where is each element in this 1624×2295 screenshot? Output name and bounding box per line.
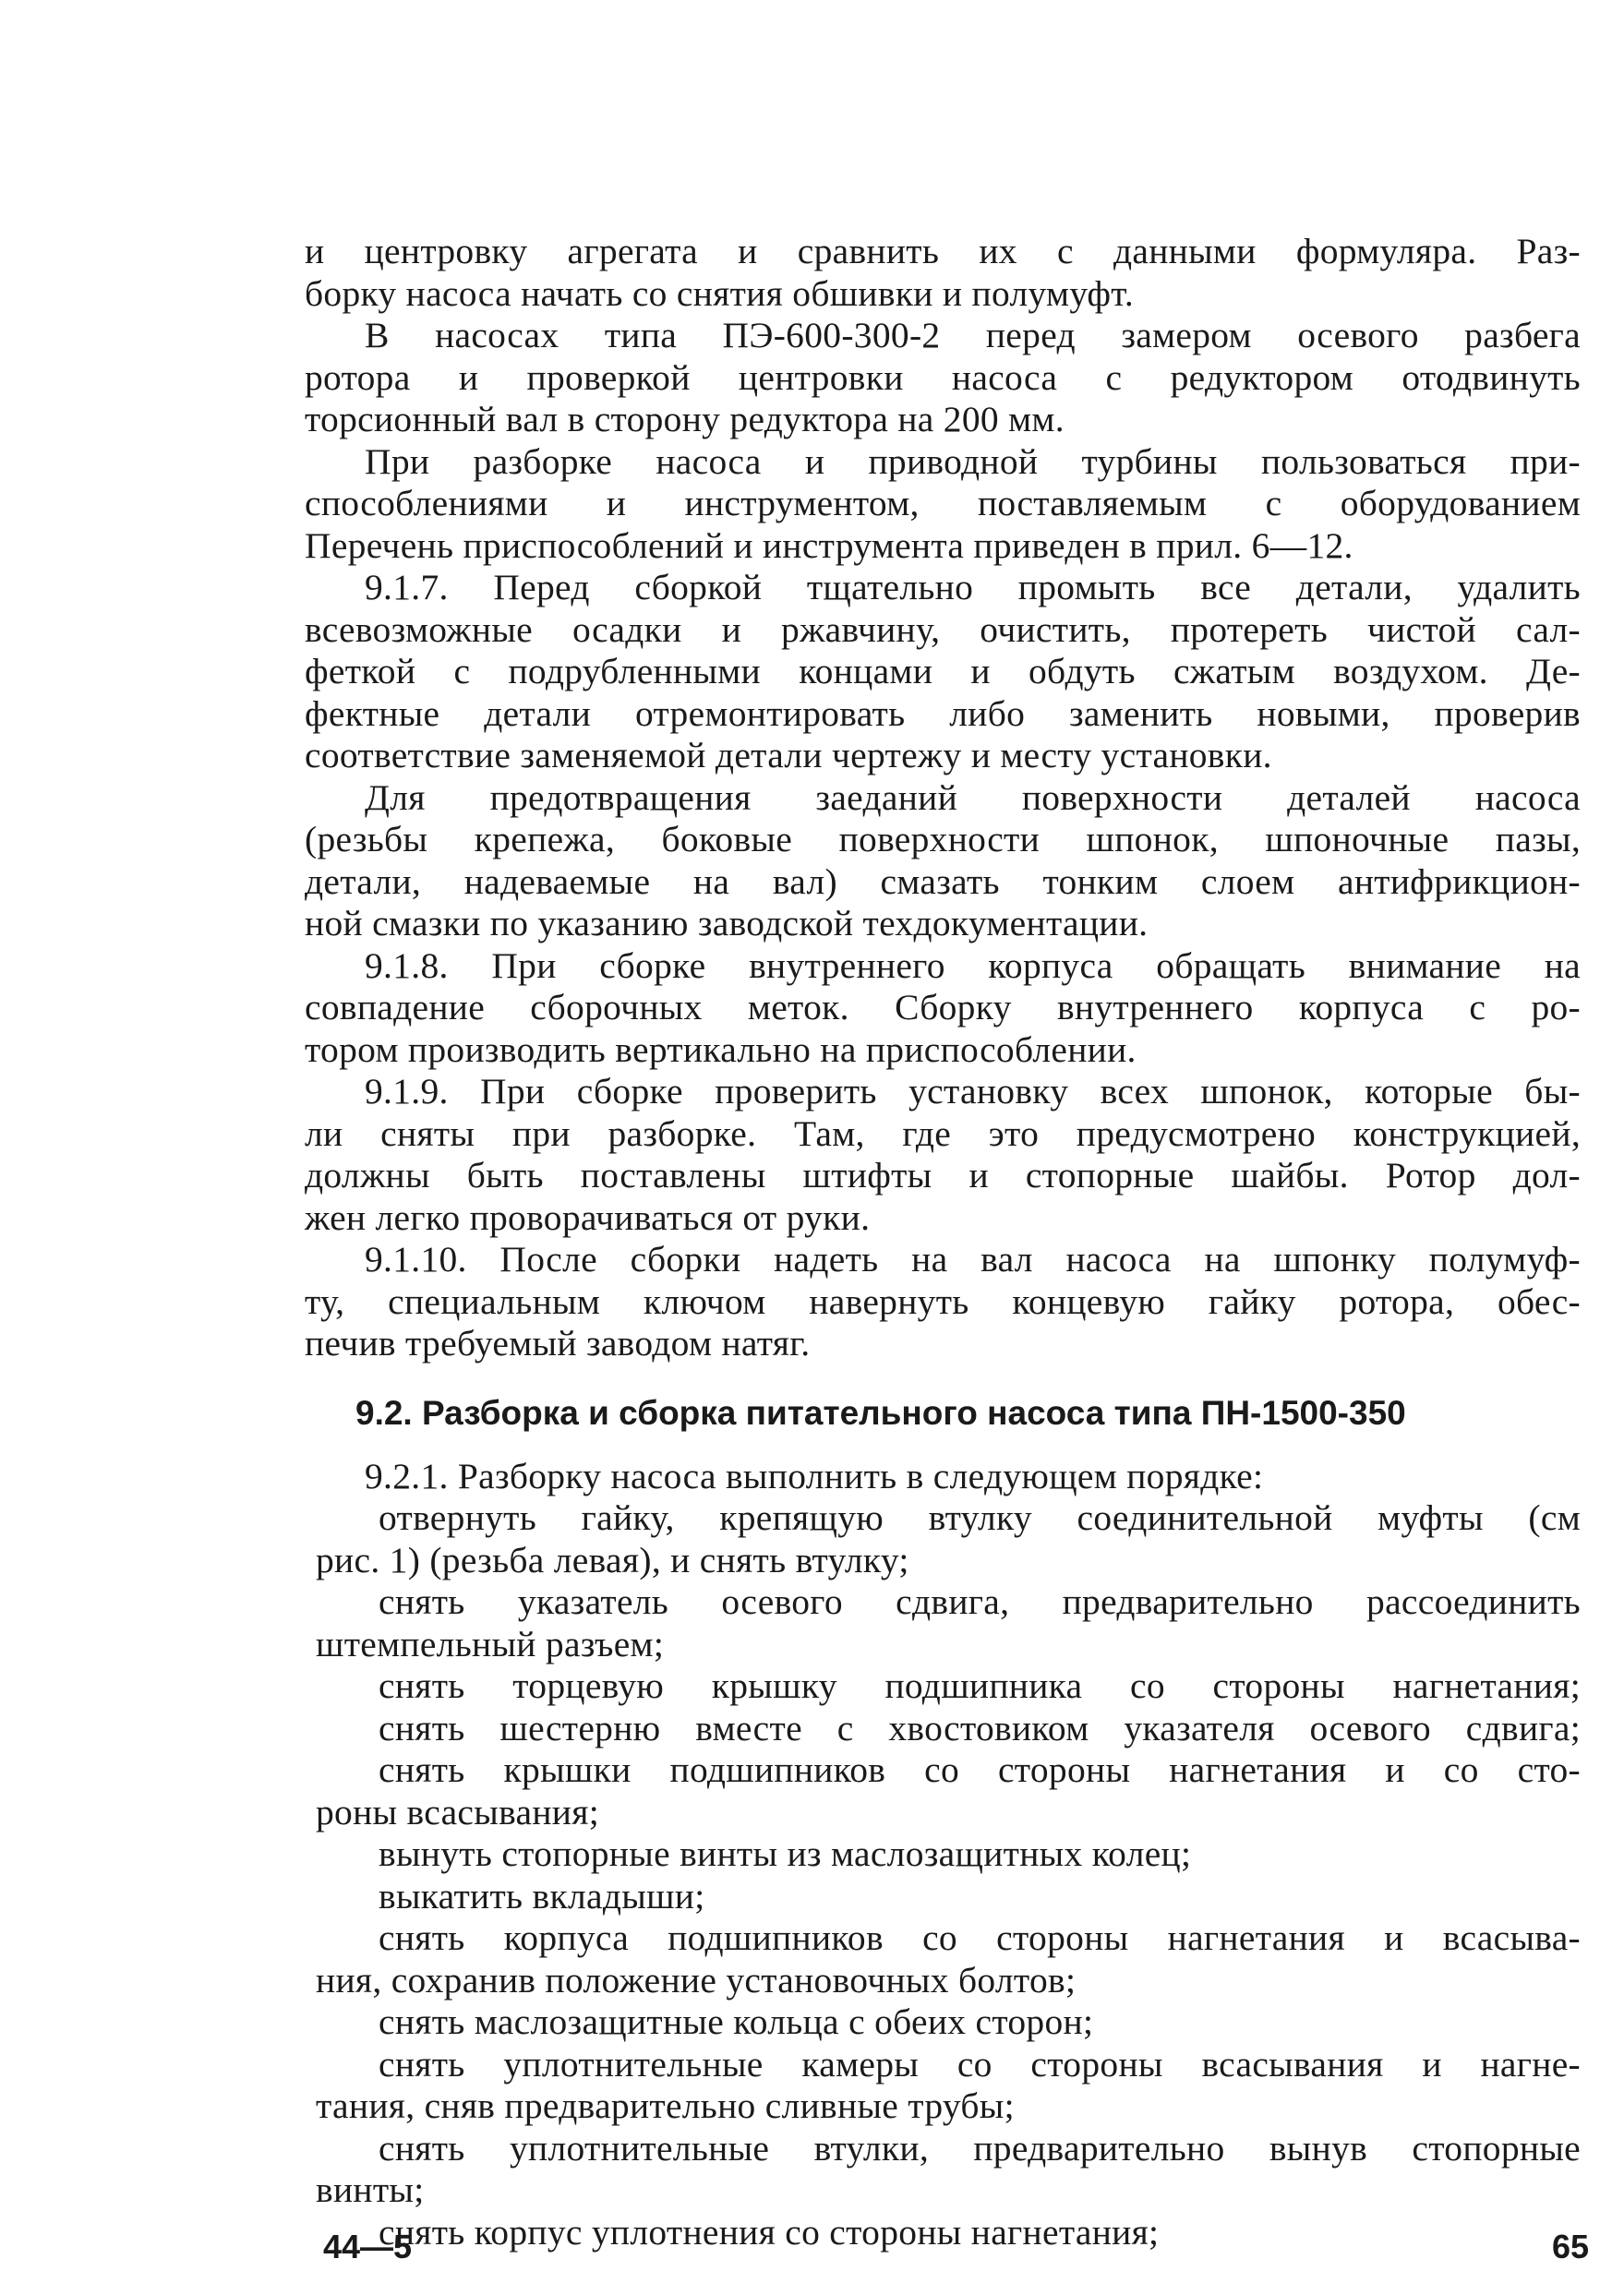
text-line: 9.1.8. При сборке внутреннего корпуса обращать внимание на	[365, 944, 1581, 986]
text-line: ния, сохранив положение установочных болтов;	[316, 1959, 1077, 2001]
text-line: ли сняты при разборке. Там, где это предусмотрено конструкцией,	[305, 1112, 1581, 1154]
text-line: штемпельный разъем;	[316, 1623, 665, 1664]
text-line: роны всасывания;	[316, 1791, 599, 1832]
text-line: снять уплотнительные камеры со стороны всасывания и нагне-	[379, 2043, 1581, 2085]
section-heading: 9.2. Разборка и сборка питательного насоса типа ПН-1500-350	[355, 1393, 1406, 1432]
text-line: тором производить вертикально на приспособлении.	[305, 1028, 1137, 1070]
text-line: В насосах типа ПЭ-600-300-2 перед замером осевого разбега	[365, 315, 1581, 355]
page-body	[305, 231, 1581, 2253]
text-line: тания, сняв предварительно сливные трубы;	[316, 2085, 1015, 2126]
text-line: (резьбы крепежа, боковые поверхности шпонок, шпоночные пазы,	[305, 819, 1581, 859]
page-number: 65	[1551, 2228, 1589, 2265]
text-line: 9.1.7. Перед сборкой тщательно промыть все детали, удалить	[365, 567, 1581, 607]
text-line: соответствие заменяемой детали чертежу и месту установки.	[305, 735, 1272, 775]
text-line: снять шестерню вместе с хвостовиком указателя осевого сдвига;	[379, 1707, 1581, 1748]
text-line: вынуть стопорные винты из маслозащитных колец;	[379, 1833, 1192, 1874]
text-line: снять уплотнительные втулки, предварительно вынув стопорные	[379, 2127, 1581, 2169]
text-line: борку насоса начать со снятия обшивки и полумуфт.	[305, 272, 1135, 314]
text-line: Для предотвращения заеданий поверхности деталей насоса	[365, 776, 1581, 818]
text-line: феткой с подрубленными концами и обдуть сжатым воздухом. Де-	[305, 651, 1581, 691]
text-line: отвернуть гайку, крепящую втулку соединительной муфты (см	[379, 1497, 1581, 1538]
text-line: выкатить вкладыши;	[379, 1875, 705, 1917]
text-line: жен легко проворачиваться от руки.	[305, 1196, 871, 1238]
text-line: Перечень приспособлений и инструмента приведен в прил. 6—12.	[305, 524, 1353, 566]
text-line: 9.2.1. Разборку насоса выполнить в следующем порядке:	[365, 1455, 1264, 1496]
text-line: снять корпуса подшипников со стороны нагнетания и всасыва-	[379, 1917, 1581, 1958]
text-line: снять корпус уплотнения со стороны нагнетания;	[379, 2211, 1160, 2253]
text-line: торсионный вал в сторону редуктора на 200 мм.	[305, 399, 1065, 439]
text-line: снять торцевую крышку подшипника со стороны нагнетания;	[379, 1665, 1581, 1706]
footer-signature: 44—5	[323, 2228, 413, 2265]
text-line: 9.1.9. При сборке проверить установку всех шпонок, которые бы-	[365, 1071, 1581, 1111]
text-line: рис. 1) (резьба левая), и снять втулку;	[316, 1539, 909, 1580]
text-line: должны быть поставлены штифты и стопорные шайбы. Ротор дол-	[305, 1155, 1581, 1196]
text-line: совпадение сборочных меток. Сборку внутреннего корпуса с ро-	[305, 987, 1581, 1027]
text-line: детали, надеваемые на вал) смазать тонким слоем антифрикцион-	[305, 860, 1581, 902]
text-line: и центровку агрегата и сравнить их с данными формуляра. Раз-	[305, 231, 1581, 271]
text-line: винты;	[316, 2169, 425, 2210]
text-line: ту, специальным ключом навернуть концевую гайку ротора, обес-	[305, 1280, 1581, 1322]
text-line: снять крышки подшипников со стороны нагнетания и со сто-	[379, 1749, 1581, 1790]
text-line: снять маслозащитные кольца с обеих сторон;	[379, 2001, 1094, 2042]
text-line: фектные детали отремонтировать либо заменить новыми, проверив	[305, 692, 1581, 734]
text-line: При разборке насоса и приводной турбины пользоваться при-	[365, 440, 1581, 482]
text-line: ротора и проверкой центровки насоса с редуктором отодвинуть	[305, 356, 1581, 398]
text-line: всевозможные осадки и ржавчину, очистить, протереть чистой сал-	[305, 608, 1581, 650]
text-line: 9.1.10. После сборки надеть на вал насоса на шпонку полумуф-	[365, 1239, 1581, 1280]
text-line: ной смазки по указанию заводской техдокументации.	[305, 903, 1149, 943]
text-line: печив требуемый заводом натяг.	[305, 1323, 811, 1364]
text-line: способлениями и инструментом, поставляемым с оборудованием	[305, 483, 1581, 523]
text-line: снять указатель осевого сдвига, предварительно рассоединить	[379, 1581, 1581, 1622]
